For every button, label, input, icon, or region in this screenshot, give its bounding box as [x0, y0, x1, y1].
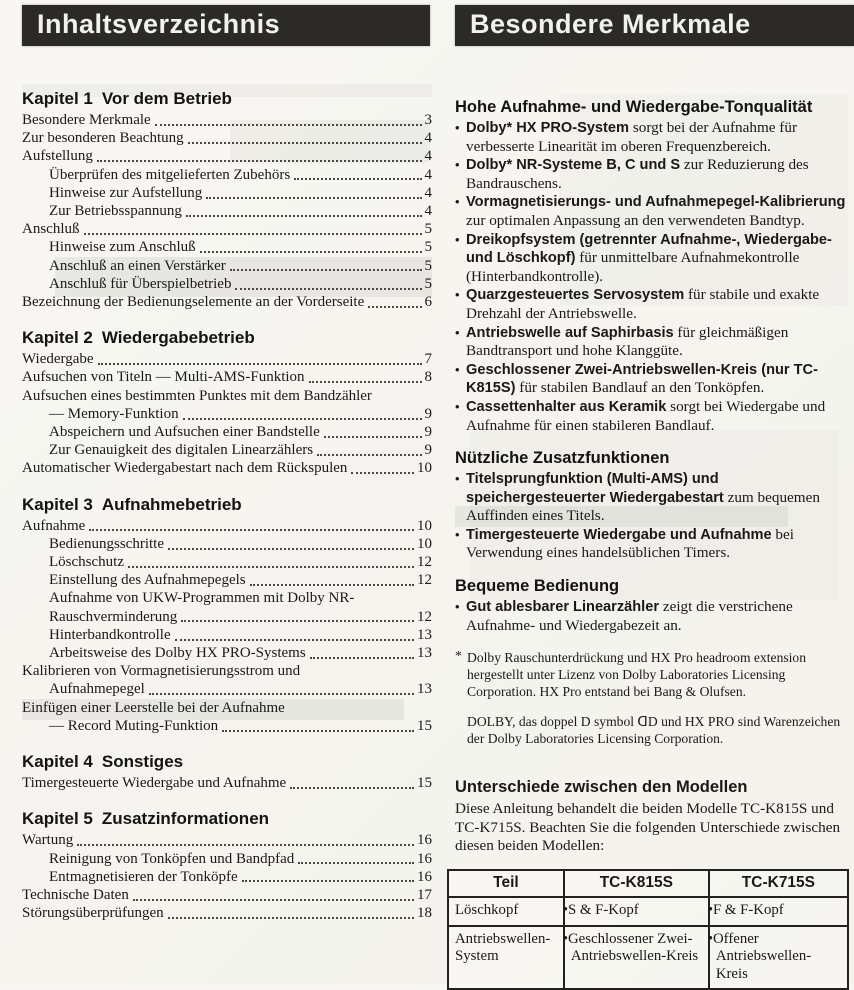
chapter-heading	[22, 327, 432, 348]
toc-entry-page: 18	[417, 905, 432, 922]
toc-entry-page: 15	[417, 717, 432, 734]
toc-entry-text: Entmagnetisieren der Tonköpfe	[49, 868, 238, 885]
toc-entry-page: 5	[424, 275, 432, 292]
toc-entry-wrap-line: Aufnahme von UKW-Programmen mit Dolby NR-	[49, 590, 355, 607]
table-row	[448, 926, 848, 990]
table-header-cell: Teil	[448, 870, 564, 897]
toc-entry	[22, 147, 432, 165]
toc-entry-page: 13	[417, 681, 432, 698]
toc-entry	[22, 111, 432, 129]
toc-entry	[22, 368, 432, 386]
toc-entry-page: 3	[424, 112, 432, 128]
toc-entry	[22, 517, 432, 535]
toc-entry-page: 16	[417, 868, 432, 885]
features-banner-title: Besondere Merkmale	[455, 5, 854, 46]
dot-leader	[235, 288, 421, 290]
toc-entry	[22, 166, 432, 184]
table-header-cell: TC-K815S	[564, 870, 709, 897]
feature-bullet	[455, 598, 850, 635]
toc-entry-page: 4	[424, 203, 432, 220]
features-column	[455, 88, 850, 990]
dot-leader	[155, 124, 422, 126]
chapter-label: Kapitel 4	[22, 752, 93, 772]
toc-entry-page: 13	[417, 626, 432, 643]
table-row	[448, 897, 848, 926]
bullet-icon: •	[455, 526, 460, 542]
feature-bullet	[455, 231, 850, 287]
feature-bullet	[455, 156, 850, 193]
dot-leader	[128, 566, 414, 568]
toc-chapters	[22, 88, 432, 922]
toc-entry	[22, 275, 432, 293]
chapter-title: Zusatzinformationen	[101, 809, 270, 829]
toc-column	[22, 88, 432, 922]
dot-leader	[309, 381, 422, 383]
toc-entry	[22, 535, 432, 553]
toc-entry-text: — Record Muting-Funktion	[49, 717, 219, 734]
toc-entry-page: 12	[417, 554, 432, 571]
toc-chapter	[22, 327, 432, 477]
bullet-rest: für stabile und exakte Drehzahl der Antriebswelle.	[466, 286, 820, 322]
feature-bullets	[455, 598, 850, 635]
feature-section	[455, 448, 850, 563]
chapter-entries	[22, 350, 432, 477]
toc-entry	[22, 459, 432, 477]
toc-entry-text: Aufstellung	[22, 148, 93, 165]
toc-entry-text: Zur besonderen Beachtung	[22, 130, 184, 147]
table-cell-value: •S & F-Kopf	[564, 897, 709, 926]
toc-entry-text: Hinweise zum Anschluß	[49, 239, 196, 256]
dot-leader	[298, 862, 414, 864]
toc-entry-page: 17	[417, 886, 432, 903]
toc-entry-wrap-line: Einfügen einer Leerstelle bei der Aufnahme	[22, 699, 285, 716]
bullet-lead: Timergesteuerte Wiedergabe und Aufnahme	[466, 526, 772, 543]
toc-entry-page: 7	[424, 351, 432, 368]
bullet-rest: für stabilen Bandlauf an den Tonköpfen.	[515, 379, 765, 397]
model-differences-table	[447, 869, 849, 990]
toc-entry-page: 9	[424, 424, 432, 441]
chapter-entries	[22, 111, 432, 311]
toc-entry	[22, 202, 432, 220]
toc-entry	[22, 774, 432, 792]
bullet-icon: •	[455, 120, 460, 135]
dot-leader	[183, 418, 422, 420]
toc-entry-text: Störungsüberprüfungen	[22, 905, 164, 922]
feature-bullet	[455, 526, 850, 563]
bullet-lead: Geschlossener Zwei-Antriebswellen-Kreis (nur TC-K815S)	[466, 361, 818, 397]
toc-entry-text: Aufnahme	[22, 517, 86, 534]
table-body	[448, 897, 848, 989]
bullet-rest: zur optimalen Anpassung an den verwendeten Bandtyp.	[466, 211, 805, 229]
feature-section-heading: Bequeme Bedienung	[455, 577, 620, 596]
toc-entry-page: 13	[417, 645, 432, 662]
toc-entry-text: Löschschutz	[49, 554, 124, 571]
dot-leader	[186, 215, 422, 217]
chapter-heading	[22, 494, 432, 515]
toc-entry-page: 5	[424, 239, 432, 256]
feature-section	[455, 97, 850, 435]
toc-entry-page: 16	[417, 832, 432, 849]
toc-entry-text: Timergesteuerte Wiedergabe und Aufnahme	[22, 775, 287, 792]
dot-leader	[89, 529, 414, 531]
dot-leader	[351, 472, 414, 474]
toc-entry-text: Aufsuchen von Titeln — Multi-AMS-Funktion	[22, 369, 305, 386]
dot-leader	[294, 178, 421, 180]
bullet-icon: •	[455, 157, 460, 173]
toc-entry	[22, 257, 432, 275]
toc-entry-text: Überprüfen des mitgelieferten Zubehörs	[49, 166, 291, 183]
bullet-rest: bei Verwendung eines handelsüblichen Timers.	[466, 525, 794, 562]
table-cell-value: •Geschlossener Zwei-Antriebswellen-Kreis	[564, 926, 709, 990]
toc-entry-page: 5	[424, 221, 432, 238]
bullet-rest: zeigt die verstrichene Aufnahme- und Wiedergabezeit an.	[466, 598, 793, 634]
bullet-rest: zur Reduzierung des Bandrauschens.	[466, 156, 809, 192]
toc-entry-page: 5	[424, 257, 432, 274]
feature-bullet	[455, 324, 850, 361]
bullet-rest: für gleichmäßigen Bandtransport und hohe Klanggüte.	[466, 323, 789, 360]
dot-leader	[97, 160, 422, 162]
chapter-title: Aufnahmebetrieb	[101, 494, 242, 514]
feature-bullet	[455, 470, 850, 526]
toc-entry	[22, 831, 432, 849]
bullet-lead: Vormagnetisierungs- und Aufnahmepegel-Kalibrierung	[466, 194, 846, 211]
footnote	[455, 713, 850, 747]
feature-section-heading: Hohe Aufnahme- und Wiedergabe-Tonqualität	[455, 98, 813, 116]
toc-entry	[22, 626, 432, 644]
toc-entry-page: 16	[417, 850, 432, 867]
dot-leader	[290, 787, 414, 789]
bullet-icon: •	[455, 398, 460, 414]
toc-entry-wrap-line: Kalibrieren von Vormagnetisierungsstrom und	[22, 663, 301, 680]
dot-leader	[242, 880, 414, 882]
bullet-rest: für unmittelbare Aufnahmekontrolle (Hinterbandkontrolle).	[466, 249, 800, 285]
chapter-heading	[22, 808, 432, 829]
dot-leader	[84, 233, 422, 235]
toc-entry-page: 12	[417, 572, 432, 589]
toc-chapter	[22, 808, 432, 922]
toc-entry-page: 8	[424, 369, 432, 386]
toc-chapter	[22, 88, 432, 311]
footnote-text: DOLBY, das doppel D symbol ᗡD und HX PRO sind Warenzeichen der Dolby Laboratories Licensing Corporation.	[467, 714, 841, 747]
toc-entry	[22, 608, 432, 626]
chapter-entries	[22, 517, 432, 735]
feature-sections	[455, 97, 850, 635]
dot-leader	[200, 251, 422, 253]
toc-entry	[22, 886, 432, 904]
toc-entry	[22, 293, 432, 311]
table-cell-part: Antriebswellen-System	[448, 926, 564, 990]
chapter-label: Kapitel 2	[22, 328, 93, 348]
chapter-title: Vor dem Betrieb	[101, 89, 232, 108]
toc-entry-text: Zur Betriebsspannung	[49, 203, 182, 220]
toc-entry-page: 9	[424, 442, 432, 459]
bullet-icon: •	[455, 231, 460, 247]
toc-entry-page: 10	[417, 460, 432, 477]
dot-leader	[230, 269, 422, 271]
toc-entry-text: Anschluß für Überspielbetrieb	[49, 275, 232, 292]
toc-entry-page: 9	[424, 405, 432, 422]
toc-entry	[22, 220, 432, 238]
toc-entry	[22, 868, 432, 886]
bullet-rest: sorgt bei der Aufnahme für verbesserte Linearität im oberen Frequenzbereich.	[466, 119, 798, 155]
toc-entry-text: Reinigung von Tonköpfen und Bandpfad	[49, 850, 295, 867]
feature-section	[455, 576, 850, 635]
toc-entry-text: — Memory-Funktion	[49, 405, 179, 422]
table-cell-value: •F & F-Kopf	[709, 897, 848, 926]
dot-leader	[368, 306, 421, 308]
feature-bullet	[455, 398, 850, 435]
chapter-heading	[22, 88, 432, 109]
chapter-label: Kapitel 5	[22, 809, 93, 829]
chapter-title: Wiedergabebetrieb	[101, 328, 255, 348]
bullet-lead: Titelsprungfunktion (Multi-AMS) und speichergesteuerter Wiedergabestart	[466, 471, 724, 506]
table-header-row	[448, 870, 848, 897]
table-cell-part: Löschkopf	[448, 897, 564, 926]
bullet-icon: •	[455, 471, 460, 487]
toc-entry	[22, 350, 432, 368]
dot-leader	[175, 639, 414, 641]
bullet-rest: sorgt bei Wiedergabe und Aufnahme für einen stabileren Bandlauf.	[466, 397, 826, 434]
chapter-title: Sonstiges	[101, 752, 184, 772]
toc-entry	[22, 717, 432, 735]
footnote	[455, 649, 850, 700]
toc-entry	[22, 571, 432, 589]
bullet-icon: •	[455, 599, 460, 615]
dot-leader	[77, 844, 414, 846]
dot-leader	[250, 584, 414, 586]
bullet-icon: •	[455, 324, 460, 340]
toc-entry	[22, 405, 432, 423]
toc-entry-page: 10	[417, 517, 432, 534]
bullet-icon: •	[455, 287, 460, 303]
toc-entry-page: 4	[424, 130, 432, 147]
toc-entry	[22, 238, 432, 256]
toc-entry-text: Besondere Merkmale	[22, 112, 151, 128]
toc-entry	[22, 850, 432, 868]
toc-entry-text: Hinweise zur Aufstellung	[49, 184, 203, 201]
toc-entry-text: Wartung	[22, 832, 74, 849]
feature-bullets	[455, 119, 850, 435]
chapter-entries	[22, 831, 432, 922]
toc-entry	[22, 904, 432, 922]
footnote-text: Dolby Rauschunterdrückung und HX Pro headroom extension hergestellt unter Lizenz von Dolby Laboratories Licensing Corporation. HX Pro entstand bei Bang & Olufsen.	[467, 650, 807, 700]
toc-entry-wrap-line: Aufsuchen eines bestimmten Punktes mit dem Bandzähler	[22, 387, 372, 404]
toc-entry-text: Anschluß	[22, 221, 80, 238]
bullet-lead: Dreikopfsystem (getrennter Aufnahme-, Wiedergabe- und Löschkopf)	[466, 231, 832, 267]
dot-leader	[149, 693, 414, 695]
dot-leader	[168, 917, 414, 919]
toc-entry-page: 15	[417, 775, 432, 792]
toc-entry-page: 10	[417, 535, 432, 552]
chapter-label: Kapitel 1	[22, 89, 93, 108]
dot-leader	[181, 620, 414, 622]
toc-entry	[22, 423, 432, 441]
bullet-lead: Quarzgesteuertes Servosystem	[466, 287, 685, 304]
toc-entry-text: Zur Genauigkeit des digitalen Linearzählers	[49, 442, 314, 459]
toc-entry-text: Hinterbandkontrolle	[49, 626, 171, 643]
chapter-heading	[22, 751, 432, 772]
bullet-lead: Gut ablesbarer Linearzähler	[466, 599, 660, 616]
toc-entry-text: Wiedergabe	[22, 351, 94, 368]
dot-leader	[206, 197, 421, 199]
feature-bullet	[455, 286, 850, 323]
dot-leader	[168, 548, 414, 550]
dot-leader	[310, 657, 414, 659]
toc-chapter	[22, 751, 432, 792]
footnotes	[455, 649, 850, 747]
toc-entry	[22, 129, 432, 147]
bullet-icon: •	[455, 194, 460, 210]
dot-leader	[188, 142, 422, 144]
toc-entry	[22, 680, 432, 698]
toc-entry-page: 4	[424, 166, 432, 183]
table-cell-value: •Offener Antriebswellen-Kreis	[709, 926, 848, 990]
dot-leader	[98, 363, 422, 365]
toc-entry	[22, 441, 432, 459]
feature-section-heading: Nützliche Zusatzfunktionen	[455, 449, 670, 468]
chapter-label: Kapitel 3	[22, 494, 93, 514]
feature-bullets	[455, 470, 850, 563]
bullet-lead: Cassettenhalter aus Keramik	[466, 398, 667, 415]
toc-entry	[22, 553, 432, 571]
toc-entry-text: Rauschverminderung	[49, 608, 178, 625]
toc-entry-text: Anschluß an einen Verstärker	[49, 257, 226, 274]
table-header-cell: TC-K715S	[709, 870, 848, 897]
bullet-lead: Antriebswelle auf Saphirbasis	[466, 324, 674, 341]
bullet-icon: •	[455, 361, 460, 377]
toc-entry-text: Technische Daten	[22, 886, 129, 903]
models-heading: Unterschiede zwischen den Modellen	[455, 778, 748, 797]
toc-entry-page: 4	[424, 184, 432, 201]
dot-leader	[222, 730, 414, 732]
bullet-rest: zum bequemen Auffinden eines Titels.	[466, 488, 820, 525]
feature-bullet	[455, 361, 850, 398]
toc-entry-page: 4	[424, 148, 432, 165]
footnote-marker: *	[455, 648, 462, 664]
bullet-lead: Dolby* HX PRO-System	[466, 120, 630, 136]
toc-entry-text: Einstellung des Aufnahmepegels	[49, 572, 246, 589]
toc-entry-page: 6	[424, 294, 432, 311]
toc-entry-text: Aufnahmepegel	[49, 681, 145, 698]
toc-entry-page: 12	[417, 608, 432, 625]
toc-entry	[22, 644, 432, 662]
toc-entry-text: Arbeitsweise des Dolby HX PRO-Systems	[49, 645, 306, 662]
feature-bullet	[455, 119, 850, 156]
bullet-lead: Dolby* NR-Systeme B, C und S	[466, 157, 681, 174]
models-intro: Diese Anleitung behandelt die beiden Modelle TC-K815S und TC-K715S. Beachten Sie die folgenden Unterschiede zwischen diesen beiden Modellen:	[455, 800, 841, 855]
toc-entry-text: Abspeichern und Aufsuchen einer Bandstelle	[49, 424, 320, 441]
toc-entry-text: Automatischer Wiedergabestart nach dem Rückspulen	[22, 460, 348, 477]
toc-entry-text: Bezeichnung der Bedienungselemente an der Vorderseite	[22, 294, 365, 311]
feature-bullet	[455, 193, 850, 230]
toc-entry	[22, 184, 432, 202]
chapter-entries	[22, 774, 432, 792]
dot-leader	[133, 899, 414, 901]
toc-entry-text: Bedienungsschritte	[49, 535, 164, 552]
toc-chapter	[22, 494, 432, 735]
toc-banner-title: Inhaltsverzeichnis	[22, 5, 430, 46]
dot-leader	[317, 454, 421, 456]
dot-leader	[324, 436, 422, 438]
